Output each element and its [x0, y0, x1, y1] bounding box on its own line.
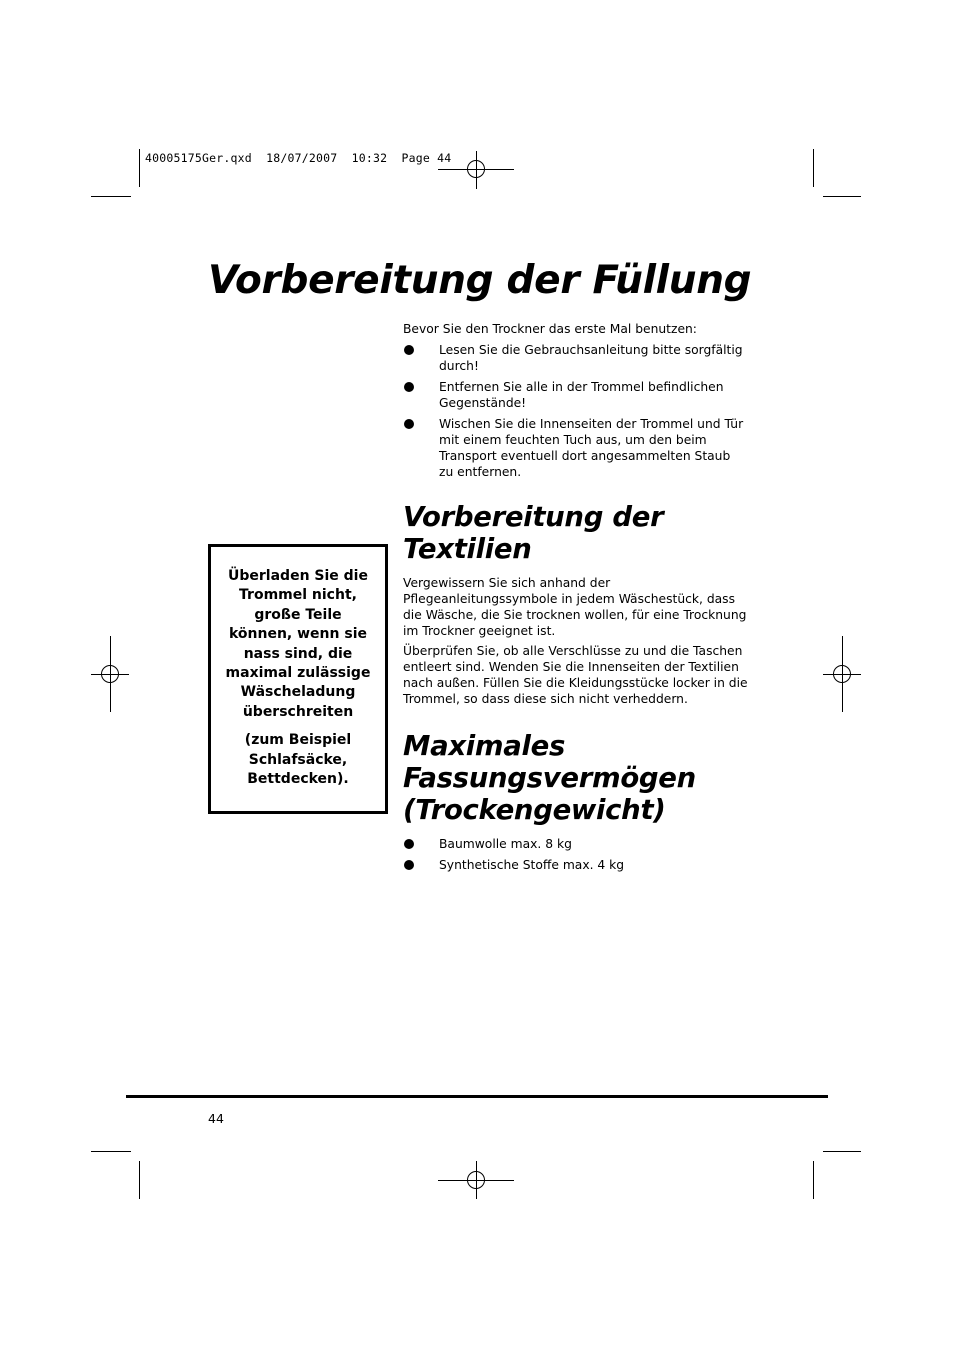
list-item: Entfernen Sie alle in der Trommel befindlichen Gegenstände!: [403, 379, 748, 411]
list-item: Synthetische Stoffe max. 4 kg: [403, 857, 748, 873]
warning-example: (zum Beispiel Schlafsäcke, Bettdecken).: [244, 732, 352, 788]
intro-section: [403, 321, 748, 485]
warning-text: Überladen Sie die Trommel nicht, große Teile können, wenn sie nass sind, die maximal zulässige Wäscheladung überschreiten: [225, 568, 371, 720]
warning-box: [208, 544, 388, 814]
section-heading: [403, 501, 748, 565]
heading-line: Textilien: [403, 533, 532, 565]
list-item: Lesen Sie die Gebrauchsanleitung bitte sorgfältig durch!: [403, 342, 748, 374]
crop-mark: [823, 196, 861, 197]
page-title: Vorbereitung der Füllung: [208, 258, 752, 303]
paragraph: Überprüfen Sie, ob alle Verschlüsse zu und die Taschen entleert sind. Wenden Sie die Innenseiten der Textilien nach außen. Füllen Sie die Kleidungsstücke locker in die Trommel, so dass diese sich nicht verheddern.: [403, 644, 748, 706]
list-item: Baumwolle max. 8 kg: [403, 836, 748, 852]
heading-line: Fassungsvermögen: [403, 762, 696, 794]
capacity-section: [403, 730, 748, 878]
crop-mark: [823, 1151, 861, 1152]
crop-mark: [139, 149, 140, 187]
heading-line: (Trockengewicht): [403, 794, 666, 826]
crop-mark: [813, 149, 814, 187]
crop-mark: [813, 1161, 814, 1199]
textilien-section: [403, 501, 748, 707]
print-slug: 40005175Ger.qxd 18/07/2007 10:32 Page 44: [145, 151, 452, 165]
section-heading: [403, 730, 748, 826]
footer-rule: [126, 1095, 828, 1098]
list-item: Wischen Sie die Innenseiten der Trommel und Tür mit einem feuchten Tuch aus, um den beim Transport eventuell dort angesammelten Staub zu entfernen.: [403, 416, 748, 480]
heading-line: Vorbereitung der: [403, 501, 664, 533]
crop-mark: [91, 1151, 131, 1152]
paragraph: Vergewissern Sie sich anhand der Pflegeanleitungssymbole in jedem Wäschestück, dass die Wäsche, die Sie trocknen wollen, für eine Trocknung im Trockner geeignet ist.: [403, 576, 747, 638]
crop-mark: [139, 1161, 140, 1199]
crop-mark: [91, 196, 131, 197]
intro-lead: Bevor Sie den Trockner das erste Mal benutzen:: [403, 322, 697, 336]
page-number: 44: [208, 1111, 224, 1126]
heading-line: Maximales: [403, 730, 566, 762]
intro-bullet-list: [403, 342, 748, 480]
capacity-bullet-list: [403, 836, 748, 873]
